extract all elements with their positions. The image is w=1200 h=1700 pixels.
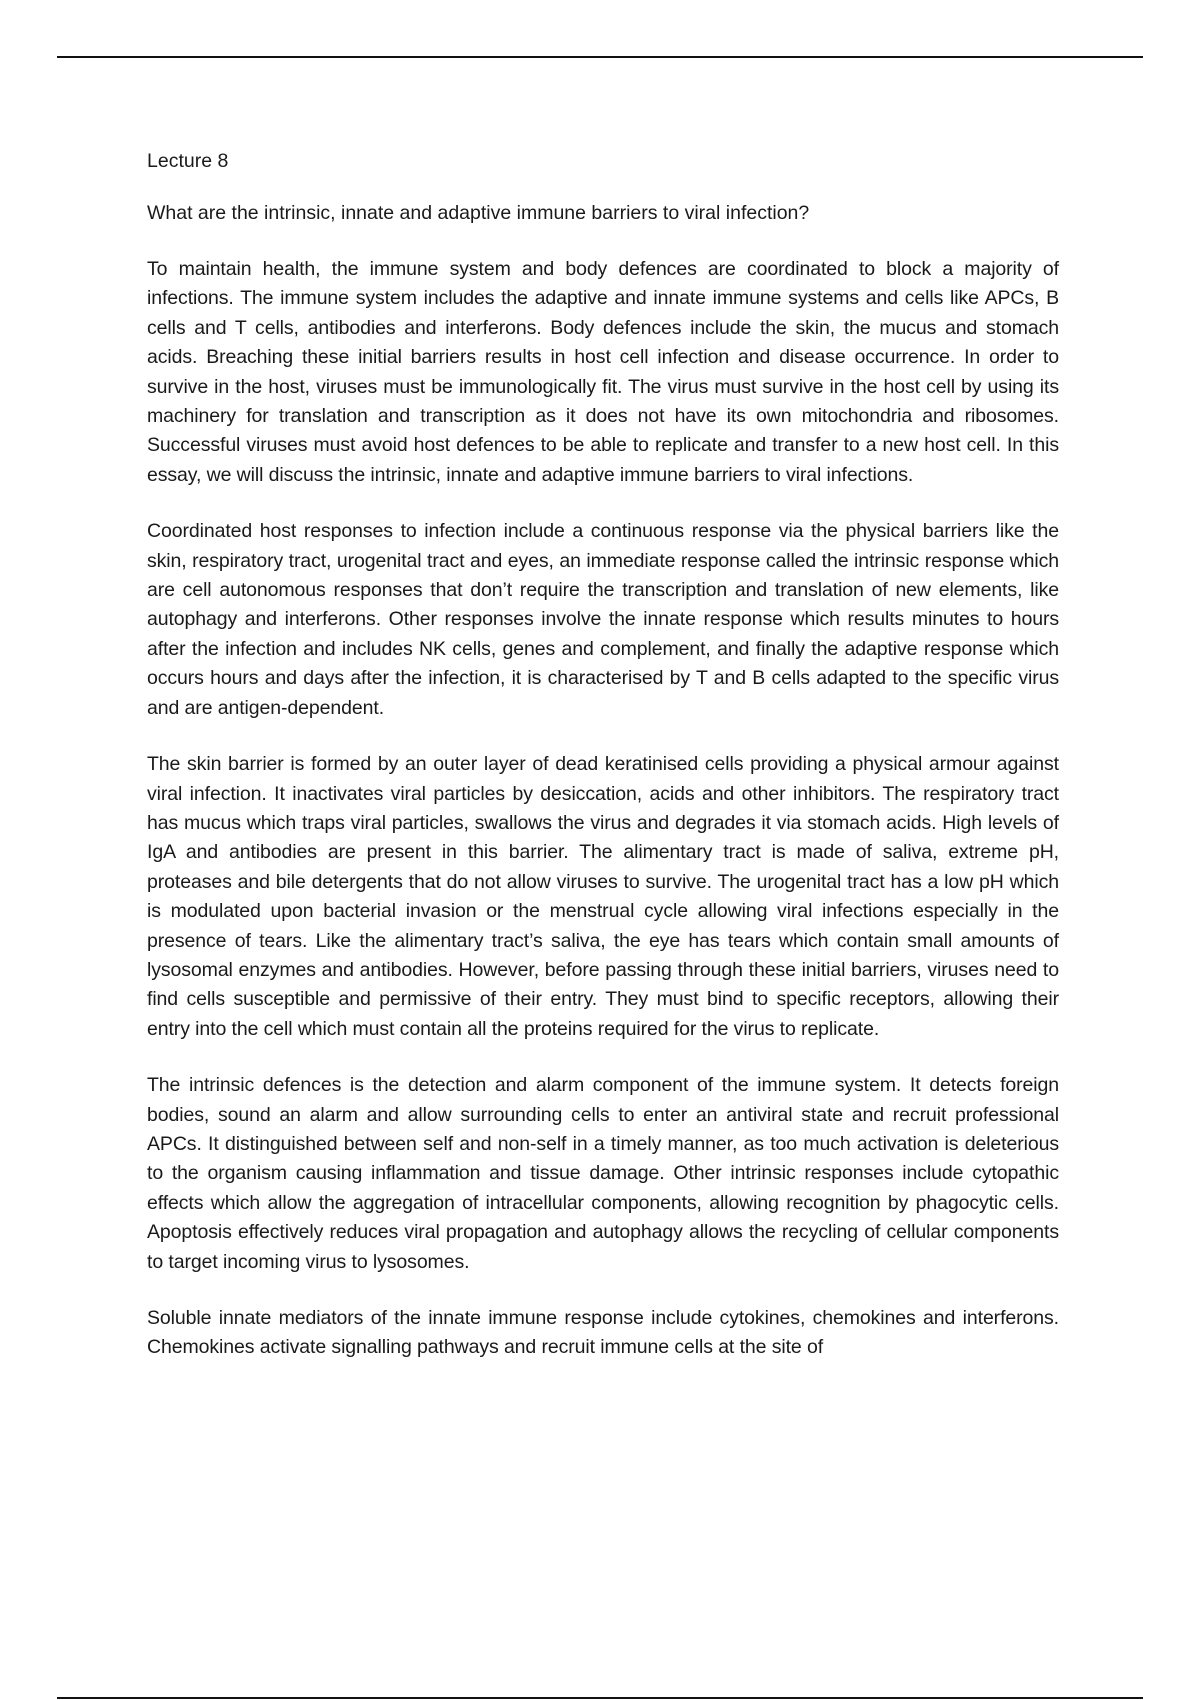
- paragraph-physical-barriers: The skin barrier is formed by an outer layer of dead keratinised cells providing a physical armour against viral infection. It inactivates viral particles by desiccation, acids and other inhibitors. The respiratory tract has mucus which traps viral particles, swallows the virus and degrades it via stomach acids. High levels of IgA and antibodies are present in this barrier. The alimentary tract is made of saliva, extreme pH, proteases and bile detergents that do not allow viruses to survive. The urogenital tract has a low pH which is modulated upon bacterial invasion or the menstrual cycle allowing viral infections especially in the presence of tears. Like the alimentary tract’s saliva, the eye has tears which contain small amounts of lysosomal enzymes and antibodies. However, before passing through these initial barriers, viruses need to find cells susceptible and permissive of their entry. They must bind to specific receptors, allowing their entry into the cell which must contain all the proteins required for the virus to replicate.: [147, 753, 1059, 1040]
- paragraph-intrinsic-defences: The intrinsic defences is the detection and alarm component of the immune system. It detects foreign bodies, sound an alarm and allow surrounding cells to enter an antiviral state and recruit professional APCs. It distinguished between self and non-self in a timely manner, as too much activation is deleterious to the organism causing inflammation and tissue damage. Other intrinsic responses include cytopathic effects which allow the aggregation of intracellular components, allowing recognition by phagocytic cells. Apoptosis effectively reduces viral propagation and autophagy allows the recycling of cellular components to target incoming virus to lysosomes.: [147, 1074, 1059, 1273]
- header-rule: [57, 56, 1143, 58]
- essay-question: What are the intrinsic, innate and adaptive immune barriers to viral infection?: [147, 202, 810, 224]
- paragraph-introduction: To maintain health, the immune system and body defences are coordinated to block a majority of infections. The immune system includes the adaptive and innate immune systems and cells like APCs, B cells and T cells, antibodies and interferons. Body defences include the skin, the mucus and stomach acids. Breaching these initial barriers results in host cell infection and disease occurrence. In order to survive in the host, viruses must be immunologically fit. The virus must survive in the host cell by using its machinery for translation and transcription as it does not have its own mitochondria and ribosomes. Successful viruses must avoid host defences to be able to replicate and transfer to a new host cell. In this essay, we will discuss the intrinsic, innate and adaptive immune barriers to viral infections.: [147, 258, 1059, 486]
- document-body: [147, 146, 1059, 1390]
- paragraph-innate-mediators: Soluble innate mediators of the innate immune response include cytokines, chemokines and interferons. Chemokines activate signalling pathways and recruit immune cells at the site of: [147, 1307, 1059, 1359]
- lecture-label: Lecture 8: [147, 150, 229, 172]
- paragraph-coordinated-responses: Coordinated host responses to infection include a continuous response via the physical barriers like the skin, respiratory tract, urogenital tract and eyes, an immediate response called the intrinsic response which are cell autonomous responses that don’t require the transcription and translation of new elements, like autophagy and interferons. Other responses involve the innate response which results minutes to hours after the infection and includes NK cells, genes and complement, and finally the adaptive response which occurs hours and days after the infection, it is characterised by T and B cells adapted to the specific virus and are antigen-dependent.: [147, 520, 1059, 719]
- footer-rule: [57, 1697, 1143, 1699]
